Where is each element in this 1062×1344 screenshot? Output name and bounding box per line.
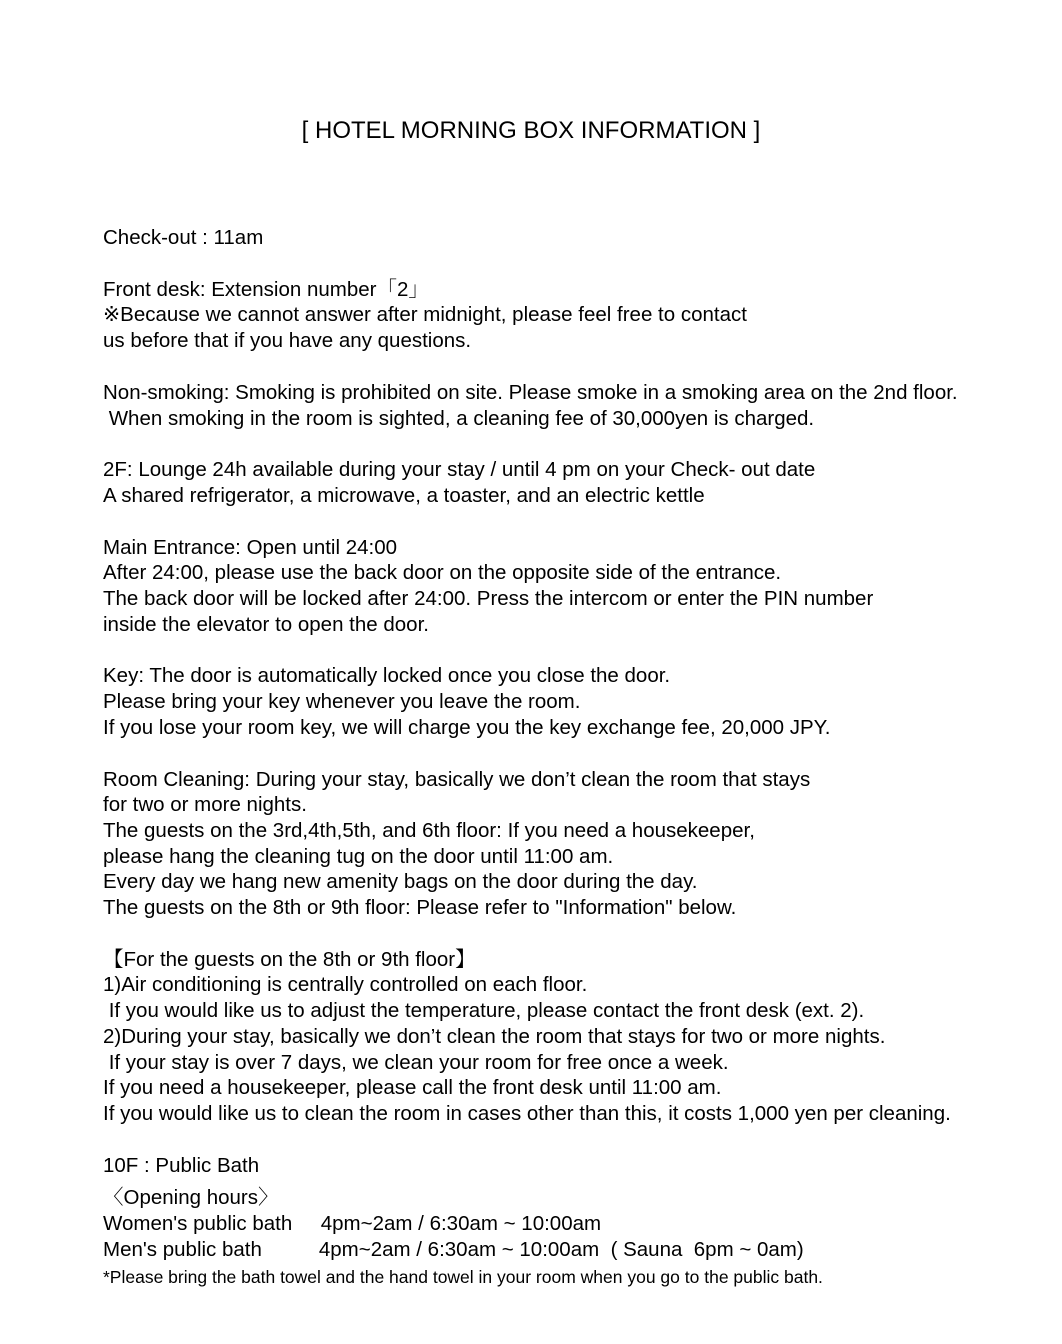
text-line: The guests on the 3rd,4th,5th, and 6th floor: If you need a housekeeper, <box>103 818 755 842</box>
text-line: *Please bring the bath towel and the hand towel in your room when you go to the public bath. <box>103 1266 823 1287</box>
text-line: Room Cleaning: During your stay, basically we don’t clean the room that stays <box>103 767 811 791</box>
text-line: When smoking in the room is sighted, a cleaning fee of 30,000yen is charged. <box>103 406 815 430</box>
text-line: Check-out : 11am <box>103 226 264 249</box>
text-line: After 24:00, please use the back door on the opposite side of the entrance. <box>103 561 782 585</box>
text-line: If you would like us to clean the room in cases other than this, it costs 1,000 yen per cleaning. <box>103 1101 951 1125</box>
front-desk-section <box>103 277 1032 354</box>
text-line: 2)During your stay, basically we don’t clean the room that stays for two or more nights. <box>103 1024 886 1048</box>
text-line: Key: The door is automatically locked once you close the door. <box>103 664 671 688</box>
room-cleaning-section <box>103 767 1032 921</box>
text-line: 10F : Public Bath <box>103 1153 260 1177</box>
non-smoking-section <box>103 380 1032 431</box>
text-line: 2F: Lounge 24h available during your stay / until 4 pm on your Check- out date <box>103 458 816 482</box>
public-bath-hours <box>103 1185 1032 1262</box>
text-line: ※Because we cannot answer after midnight, please feel free to contact <box>103 303 747 327</box>
text-line: If your stay is over 7 days, we clean your room for free once a week. <box>103 1050 729 1074</box>
public-bath-note <box>103 1265 1032 1289</box>
text-line: 1)Air conditioning is centrally controlled on each floor. <box>103 973 588 997</box>
text-line: for two or more nights. <box>103 793 307 817</box>
key-section <box>103 663 1032 740</box>
text-line: Main Entrance: Open until 24:00 <box>103 535 398 559</box>
checkout-section <box>103 225 1032 251</box>
text-line: Every day we hang new amenity bags on the door during the day. <box>103 870 698 894</box>
text-line: If you need a housekeeper, please call the front desk until 11:00 am. <box>103 1076 722 1100</box>
text-line: inside the elevator to open the door. <box>103 612 429 636</box>
text-line: Non-smoking: Smoking is prohibited on site. Please smoke in a smoking area on the 2nd floor. <box>103 380 958 404</box>
lounge-section <box>103 457 1032 508</box>
text-line: The back door will be locked after 24:00. Press the intercom or enter the PIN number <box>103 587 874 611</box>
text-line: Men's public bath 4pm~2am / 6:30am ~ 10:00am ( Sauna 6pm ~ 0am) <box>103 1237 804 1261</box>
public-bath-heading <box>103 1153 1032 1179</box>
guests-8f-9f-section <box>103 947 1032 1127</box>
document-body <box>103 225 1032 1289</box>
text-line: Please bring your key whenever you leave the room. <box>103 690 581 714</box>
text-line: 【For the guests on the 8th or 9th floor】 <box>103 947 476 971</box>
text-line: The guests on the 8th or 9th floor: Please refer to "Information" below. <box>103 896 737 920</box>
text-line: please hang the cleaning tug on the door until 11:00 am. <box>103 844 614 868</box>
text-line: 〈Opening hours〉 <box>103 1186 279 1210</box>
text-line: Front desk: Extension number「2」 <box>103 277 429 301</box>
main-entrance-section <box>103 535 1032 638</box>
text-line: Women's public bath 4pm~2am / 6:30am ~ 10:00am <box>103 1212 602 1236</box>
page-title: [ HOTEL MORNING BOX INFORMATION ] <box>301 117 761 144</box>
text-line: A shared refrigerator, a microwave, a toaster, and an electric kettle <box>103 483 705 507</box>
text-line: If you would like us to adjust the temperature, please contact the front desk (ext. 2). <box>103 999 865 1023</box>
text-line: us before that if you have any questions. <box>103 329 472 353</box>
text-line: If you lose your room key, we will charge you the key exchange fee, 20,000 JPY. <box>103 715 831 739</box>
